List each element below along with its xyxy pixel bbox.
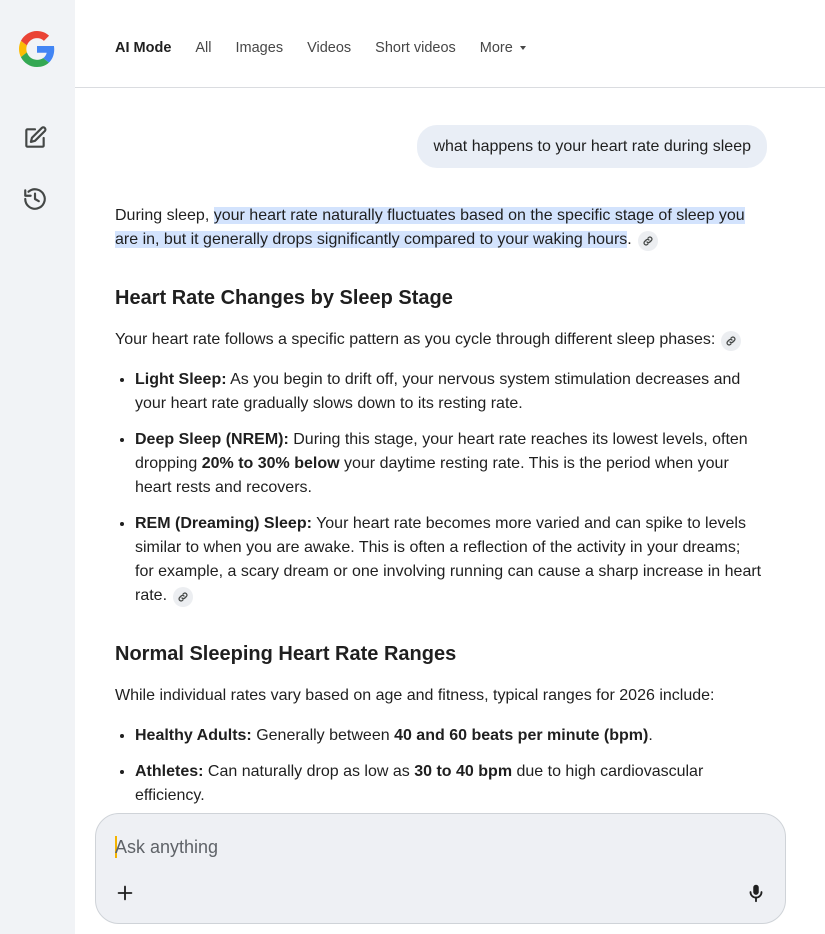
list-item-term: REM (Dreaming) Sleep:: [135, 515, 312, 532]
list-item-text: Can naturally drop as low as: [203, 763, 415, 780]
new-chat-icon[interactable]: [22, 125, 48, 151]
link-icon[interactable]: [638, 231, 658, 251]
list-item-bold: 20% to 30% below: [201, 455, 340, 472]
tab-more[interactable]: [480, 40, 526, 56]
side-rail: [0, 0, 75, 934]
highlighted-text[interactable]: your heart rate naturally fluctuates based on the specific stage of sleep you are in, but it generally drops significantly compared to your waking hours: [115, 207, 745, 248]
intro-prefix: During sleep,: [115, 207, 214, 224]
list-item-text: your daytime resting rate. This is the period when your heart rests and recovers.: [135, 455, 729, 496]
list-item: [135, 760, 763, 808]
list-item-text: As you begin to drift off, your nervous system stimulation decreases and your heart rate gradually slows down to its resting rate.: [135, 371, 741, 412]
list-item-bold: 30 to 40 bpm: [414, 763, 513, 780]
ranges-list: [115, 724, 763, 808]
list-item-text: Generally between: [251, 727, 395, 744]
intro-suffix: .: [627, 231, 632, 248]
ask-input[interactable]: [115, 832, 715, 862]
section-heading-sleep-stage: Heart Rate Changes by Sleep Stage: [115, 287, 453, 309]
tab-videos[interactable]: Videos: [307, 40, 352, 56]
list-item-text: .: [648, 727, 653, 744]
user-query-bubble: what happens to your heart rate during sleep: [417, 125, 767, 168]
section-lead-text: Your heart rate follows a specific pattern as you cycle through different sleep phases:: [115, 331, 716, 348]
sleep-stage-list: [115, 368, 763, 608]
google-logo[interactable]: [19, 31, 55, 67]
link-icon[interactable]: [173, 587, 193, 607]
list-item-term: Light Sleep:: [135, 371, 227, 388]
list-item-text: due to high cardiovascular efficiency.: [135, 763, 704, 804]
tab-short-videos[interactable]: Short videos: [375, 40, 456, 56]
plus-icon[interactable]: [114, 882, 136, 904]
search-mode-tabs: [115, 40, 526, 56]
list-item: [135, 512, 763, 608]
section-lead: While individual rates vary based on age and fitness, typical ranges for 2026 include:: [115, 687, 715, 704]
link-icon[interactable]: [721, 331, 741, 351]
list-item: [135, 368, 763, 416]
list-item-term: Athletes:: [135, 763, 204, 780]
list-item-term: Deep Sleep (NREM):: [135, 431, 289, 448]
tab-all[interactable]: All: [195, 40, 212, 56]
list-item-text: During this stage, your heart rate reaches its lowest levels, often dropping: [135, 431, 748, 472]
list-item-text: Your heart rate becomes more varied and can spike to levels similar to when you are awake. This is often a reflection of the activity in your dreams; for example, a scary dream or one involving running can cause a sharp increase in heart rate.: [135, 515, 762, 604]
composer: [95, 813, 786, 924]
list-item-term: Healthy Adults:: [135, 727, 252, 744]
tab-ai-mode[interactable]: AI Mode: [115, 40, 172, 56]
section-heading-ranges: Normal Sleeping Heart Rate Ranges: [115, 643, 457, 665]
section-lead: [115, 328, 763, 352]
answer-intro: [115, 204, 763, 252]
list-item-bold: 40 and 60 beats per minute (bpm): [394, 727, 649, 744]
ai-answer: [115, 204, 763, 808]
tab-images[interactable]: Images: [235, 40, 284, 56]
history-icon[interactable]: [22, 186, 48, 212]
mic-icon[interactable]: [745, 882, 767, 904]
top-bar: [75, 0, 825, 88]
caret-down-icon: [520, 46, 526, 50]
tab-more-label: More: [479, 40, 513, 56]
list-item: [135, 428, 763, 500]
list-item: [135, 724, 763, 748]
